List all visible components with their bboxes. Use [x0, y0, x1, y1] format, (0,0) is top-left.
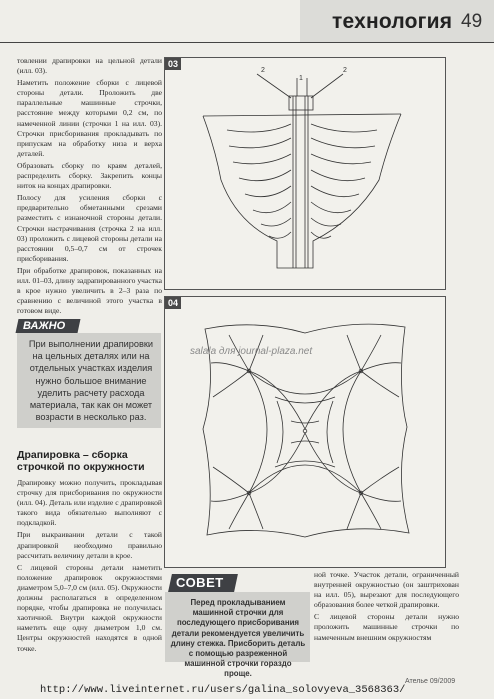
callout-label: 2 [343, 67, 347, 74]
advice-text: Перед прокладыванием машинной строчки для последующего присборивания детали рекомендуется увеличить длину стежка. Присборить деталь с помощью разреженной машинной строчки гораздо проще. [170, 598, 306, 679]
figure-04 [164, 296, 446, 568]
column-1-bottom-text [17, 478, 162, 656]
header-rule [0, 42, 494, 43]
column-1-text [17, 56, 162, 318]
section-title: технология [332, 10, 453, 33]
advice-tag: СОВЕТ [168, 574, 238, 592]
callout-label: 2 [261, 67, 265, 74]
paragraph: При обработке драпировок, показанных на илл. 01–03, длину задрапированного участка в крое нужно увеличить в 2–3 раза по сравнению с величиной этого участка в готовом виде. [17, 265, 162, 316]
issue-label: Ателье 09/2009 [405, 678, 456, 685]
column-3-text [314, 570, 459, 645]
watermark: salala для journal-plaza.net [190, 346, 313, 357]
draping-illustration-03 [165, 58, 445, 289]
subsection-heading: Драпировка – сборка строчкой по окружности [17, 449, 145, 473]
figure-label: 03 [165, 58, 181, 70]
paragraph: ной точке. Участок детали, ограниченный внутренней окружностью (он заштрихован на илл. 05), вырезают для последующего образования более четкой драпировки. [314, 570, 459, 610]
source-url: http://www.liveinternet.ru/users/galina_solovyeva_3568363/ [40, 684, 406, 696]
paragraph: Полосу для усиления сборки с предварительно обметанными срезами разместить с изнаночной стороны детали. Строчки настрачивания (строчка 2 на илл. 03) проложить с лицевой стороны детали на расстоянии 0,5–0,7 см от строчек присборивания. [17, 193, 162, 263]
callout-label: 1 [299, 75, 303, 82]
paragraph: С лицевой стороны детали наметить положение драпировок окружностями диаметром 5,0–7,0 см (илл. 05). Окружности должны располагаться в определенном порядке, чтобы драпировка не получилась хаотичной. Внутри каждой окружности наметить еще одну диаметром 1,0 см. Центры окружностей находятся в одной точке. [17, 562, 162, 653]
paragraph: С лицевой стороны детали нужно проложить машинные строчки по намеченным внешним окружностям [314, 612, 459, 642]
important-tag: ВАЖНО [16, 319, 81, 333]
paragraph: товлении драпировки на цельной детали (илл. 03). [17, 56, 162, 76]
paragraph: Драпировку можно получить, прокладывая строчку для присборивания по окружности (илл. 04). Деталь или изделие с драпировкой такого вида обязательно выполняют с подкладкой. [17, 478, 162, 528]
draping-illustration-04 [165, 297, 445, 567]
paragraph: Образовать сборку по краям деталей, распределить сборку. Закрепить концы ниток на концах драпировки. [17, 160, 162, 191]
paragraph: При выкраивании детали с такой драпировкой необходимо правильно рассчитать величину детали в крое. [17, 530, 162, 560]
figure-03 [164, 57, 446, 290]
page-number: 49 [461, 11, 483, 32]
important-text: При выполнении драпировки на цельных деталях или на отдельных участках изделия нужно большое внимание уделить расчету расхода материала, так как он может возрасти в несколько раз. [28, 339, 154, 423]
paragraph: Наметить положение сборки с лицевой стороны детали. Проложить две параллельные машинные строчки, расстояние между которыми 0,2 см, по намеченной линии (строчки 1 на илл. 03). Строчки присборивания прокладывать по припускам на обработку низа и верха деталей. [17, 78, 162, 158]
figure-label: 04 [165, 297, 181, 309]
